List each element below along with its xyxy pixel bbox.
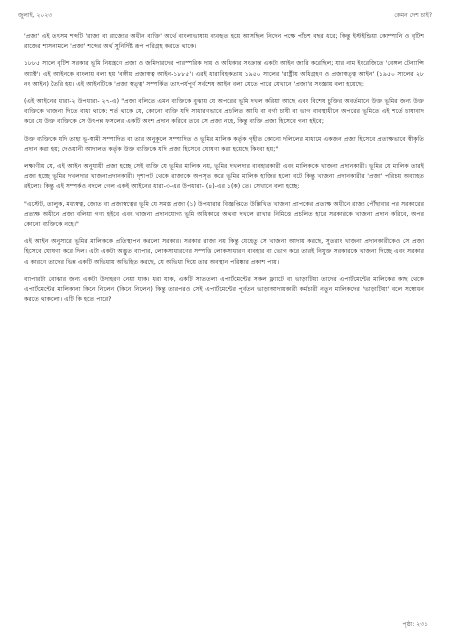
paragraph: ব্যাপারটা বোঝার জন্য একটা উদাহরণ নেয়া যাক। ধরা যাক, একটি সাততলা এপার্টমেন্টের সকল ফ্ল্যাটে বা ভাড়াটিয়া তাদের এপার্টমেন্টের মালিকের কাছ থেকে এপার্টমেন্টের মালিকানা কিনে নিলেন (কিনে নিলেন) কিন্তু তারপরও সেই এপার্টমেন্টের পূর্বতন ভাড়াআদায়কারী কর্মচারী নতুন মালিকদের 'ভাড়াটিয়া' বলে সম্বোধন করতে থাকলো। এটি কি হতে পারে? <box>24 275 424 304</box>
paragraph: "এস্টেট, তালুক, মধ্যস্বত্ব, জোত বা প্রজাস্বত্বের ভূমি যে সমস্ত প্রজা (১) উপধারার বিজ্ঞপ্তিতে উল্লিখিত খাজনা প্রাপকের প্রত্যক্ষ অধীনে রাজ্য পৌঁছাবার পর সরকারের প্রত্যক্ষ অধীনে প্রজা বলিয়া গণ্য হইবে এবং খাজনা প্রদানযোগ্য ভূমি অধিকারে অথবা দখলে রাখার নিমিত্তে প্রচলিত হারে সরকারকে খাজনা প্রদান করিবে, অপর কোনো ব্যক্তিকে নহে।" <box>24 200 424 229</box>
page-number: পৃষ্ঠা: ২৩১ <box>402 621 428 628</box>
paragraph: উক্ত ব্যক্তিকে যদি তাহা ভূ-স্বামী সম্পাদিত বা তার অনুকূলে সম্পাদিত ও ভূমির মালিক কর্তৃক গৃহীত কোনো দলিলের মাধ্যমে একজন প্রজা হিসেবে প্রত্যক্ষভাবে স্বীকৃতি প্রদান করা হয়; দেওয়ানী আদালত কর্তৃক উক্ত ব্যক্তিকে যদি প্রজা হিসেবে ঘোষণা করা হয়েছে কিংবা হয়;" <box>24 135 424 153</box>
article-body <box>24 32 424 312</box>
paragraph: এই আইন অনুসারে ভূমির মালিককে প্রতিস্থাপন করলো সরকার। সরকার রাজা নয় কিন্তু যেহেতু সে খাজনা আদায় করছে, সুতরাং খাজনা প্রদানকারীকেও সে প্রজা হিসেবে ঘোষণা করে দিল। এটা একটা অদ্ভুত ব্যাপার, লোকসাধারণের সম্পত্তি লোকসাধারণ ব্যবহার বা ভোগ করে তারই নিযুক্ত সরকারকে খাজনা দিচ্ছে এবং সরকার এ কারণে তাদের ভিন্ন একটি অভিধায় অভিহিত করছে, যে অভিধা দিয়ে তার অবস্থান পরিষ্কার প্রকাশ পায়। <box>24 238 424 266</box>
page-header <box>18 10 432 21</box>
paragraph: (এই আইনের ধারা-২ উপধারা- ২৭-এ) "প্রজা বলিতে এমন ব্যক্তিকে বুঝায় যে অপরের ভূমি দখল করিয়া আছে এবং বিশেষ চুক্তির অবর্তমানে উক্ত ভূমির জন্য উক্ত ব্যক্তিকে খাজনা দিতে বাধ্য থাকে: শর্ত থাকে যে, কোনো ব্যক্তি যদি সাধারণভাবে প্রচলিত আধি বা বর্গা চাষী বা ভাগ বাবস্থাধীনে অপরের ভূমিতে এই শর্তে চাষাবাদ করে যে উক্ত ব্যক্তিকে সে উৎপন্ন ফসলের একটি অংশ প্রদান করিবে তবে সে প্রজা নহে, কিন্তু ব্যক্তি প্রজা হিসেবে গন্য হইবে; <box>24 98 424 126</box>
header-date: জুলাই, ২০২৩ <box>18 12 53 19</box>
paragraph: 'প্রজা' এই তৎসম শব্দটি 'রাজা বা রাজ্যের অধীন ব্যক্তি' অর্থে বাংলাভাষায় ব্যবহৃত হয়ে আসছিল নিদেন পক্ষে পাঁচশ বছর ধরে; কিন্তু ইস্টইন্ডিয়া কোম্পানি ও বৃটিশ রাজের শাসনামলে 'প্রজা' শব্দের অর্থ সুনির্দিষ্ট রূপ পরিগ্রহ করতে থাকে। <box>24 33 424 51</box>
paragraph: ১৮৮৫ সালে বৃটিশ সরকার ভূমি নিয়ন্ত্রণে প্রজা ও জমিদারদের পারস্পরিক দায় ও অধিকার সংক্রান্ত একটা আইন জারি করেছিল; যার নাম ইংরেজিতে 'বেঙ্গল টেন্যান্সি অ্যাক্ট'। এই আইনকে বাংলায় বলা হয় 'বঙ্গীয় প্রজাস্বত্ব আইন-১৮৮৫'। এরই ধারাবিহকতায় ১৯৫০ সালের 'রাষ্ট্রীয় অধিগ্রহণ ও প্রজাস্বত্ত্ব আইন' (১৯৫০ সালের ২৮ নং আইন) তৈরি হয়। এই আইনটিকে 'প্রজা স্বত্ত্ব' সম্পর্কিত তাৎপর্যপূর্ণ সর্বশেষ আইন বলা যেতে পারে যেখানে 'প্রজা'র সংজ্ঞায় বলা হয়েছে: <box>24 60 424 88</box>
paragraph: লক্ষ্যণীয় যে, এই আইন অনুযায়ী প্রজা হচ্ছে সেই ব্যক্তি যে ভূমির মালিক নয়, ভূমির দখলদার ব্যবহারকারী এবং মালিককে খাজনা প্রদানকারী। ভূমির যে মালিক তারই প্রজা হচ্ছে ভূমির দখলদার খাজনাপ্রদানকারী। দৃশ্যপট থেকে রাজাকে অপসৃত করে ভূমির মালিক হাজির হলো বটে কিন্তু খাজনা প্রদানকারীর 'প্রজা' পরিচয় অব্যাহত রইলো। কিন্তু এই সম্পর্কও বদলে গেল একই আইনের ধারা-৩-এর উপধারা- (৪)-এর ১(ক) তে। সেখানে বলা হচ্ছে: <box>24 163 424 191</box>
header-title: কেমন দেশ চাই? <box>394 12 432 19</box>
